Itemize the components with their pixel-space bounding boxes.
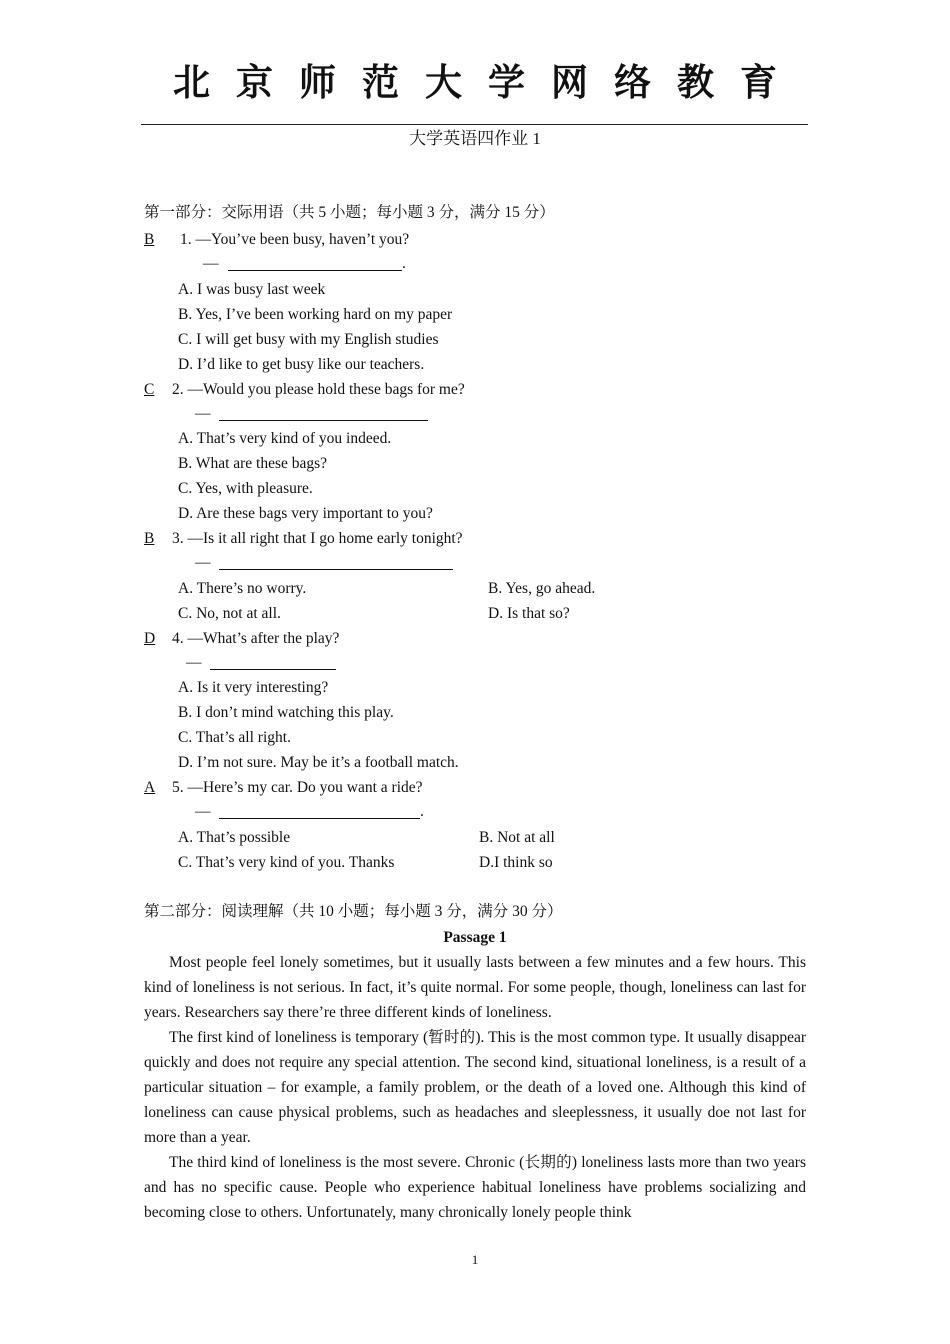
q4-option-c: C. That’s all right. (178, 729, 291, 746)
q5-reply-period: . (420, 803, 424, 820)
q3-stem: 3. —Is it all right that I go home early tonight? (172, 530, 463, 547)
header-rule (141, 124, 808, 125)
q5-option-b: B. Not at all (479, 829, 555, 846)
q1-reply-dash: — (203, 255, 219, 272)
q3-option-a: A. There’s no worry. (178, 580, 307, 597)
q4-option-d: D. I’m not sure. May be it’s a football match. (178, 754, 459, 771)
q4-option-b: B. I don’t mind watching this play. (178, 704, 394, 721)
q1-option-b: B. Yes, I’ve been working hard on my paper (178, 306, 453, 323)
q2-option-d: D. Are these bags very important to you? (178, 505, 433, 522)
q5-answer-blank (219, 818, 420, 819)
q3-answer: B (144, 530, 155, 547)
part2-heading: 第二部分：阅读理解（共 10 小题；每小题 3 分，满分 30 分） (144, 903, 563, 920)
q5-option-a: A. That’s possible (178, 829, 291, 846)
q2-option-c: C. Yes, with pleasure. (178, 480, 313, 497)
part1-heading: 第一部分：交际用语（共 5 小题；每小题 3 分，满分 15 分） (144, 204, 555, 221)
q3-reply-dash: — (195, 554, 211, 571)
q1-reply-period: . (402, 255, 406, 272)
institution-header: 北京师范大学网络教育 (173, 61, 803, 104)
q5-stem: 5. —Here’s my car. Do you want a ride? (172, 779, 423, 796)
q2-answer-blank (219, 420, 428, 421)
passage-title: Passage 1 (443, 929, 507, 946)
q3-option-b: B. Yes, go ahead. (488, 580, 596, 597)
q3-option-c: C. No, not at all. (178, 605, 281, 622)
q4-stem: 4. —What’s after the play? (172, 630, 340, 647)
q3-option-d: D. Is that so? (488, 605, 570, 622)
q4-option-a: A. Is it very interesting? (178, 679, 329, 696)
page-number: 1 (471, 1252, 479, 1267)
q1-option-c: C. I will get busy with my English studies (178, 331, 439, 348)
q5-reply-dash: — (195, 803, 211, 820)
q1-answer-blank (228, 270, 402, 271)
q2-option-a: A. That’s very kind of you indeed. (178, 430, 392, 447)
passage-paragraph-3: The third kind of loneliness is the most severe. Chronic (长期的) loneliness lasts more than two years and has no specific cause. People who experience habitual loneliness have problems socializing and becoming close to others. Unfortunately, many chronically lonely people think (144, 1154, 806, 1221)
q2-reply-dash: — (195, 405, 211, 422)
q2-option-b: B. What are these bags? (178, 455, 328, 472)
q1-stem: 1. —You’ve been busy, haven’t you? (180, 231, 410, 248)
document-title: 大学英语四作业 1 (409, 129, 541, 148)
q5-answer: A (144, 779, 156, 796)
q4-answer-blank (210, 669, 336, 670)
q4-answer: D (144, 630, 156, 647)
q5-option-c: C. That’s very kind of you. Thanks (178, 854, 395, 871)
q2-answer: C (144, 381, 155, 398)
q1-answer: B (144, 231, 155, 248)
passage-paragraph-2: The first kind of loneliness is temporary (暂时的). This is the most common type. It usually disappear quickly and does not require any special attention. The second kind, situational loneliness, is a result of a particular situation – for example, a family problem, or the death of a loved one. Although this kind of loneliness can cause physical problems, such as headaches and sleeplessness, it usually doe not last for more than a year. (144, 1029, 806, 1146)
q4-reply-dash: — (186, 654, 202, 671)
q1-option-a: A. I was busy last week (178, 281, 326, 298)
q2-stem: 2. —Would you please hold these bags for me? (172, 381, 465, 398)
passage-paragraph-1: Most people feel lonely sometimes, but it usually lasts between a few minutes and a few hours. This kind of loneliness is not serious. In fact, it’s quite normal. For some people, though, loneliness can last for years. Researchers say there’re three different kinds of loneliness. (144, 954, 806, 1021)
q5-option-d: D.I think so (479, 854, 553, 871)
q3-answer-blank (219, 569, 453, 570)
q1-option-d: D. I’d like to get busy like our teachers. (178, 356, 425, 373)
